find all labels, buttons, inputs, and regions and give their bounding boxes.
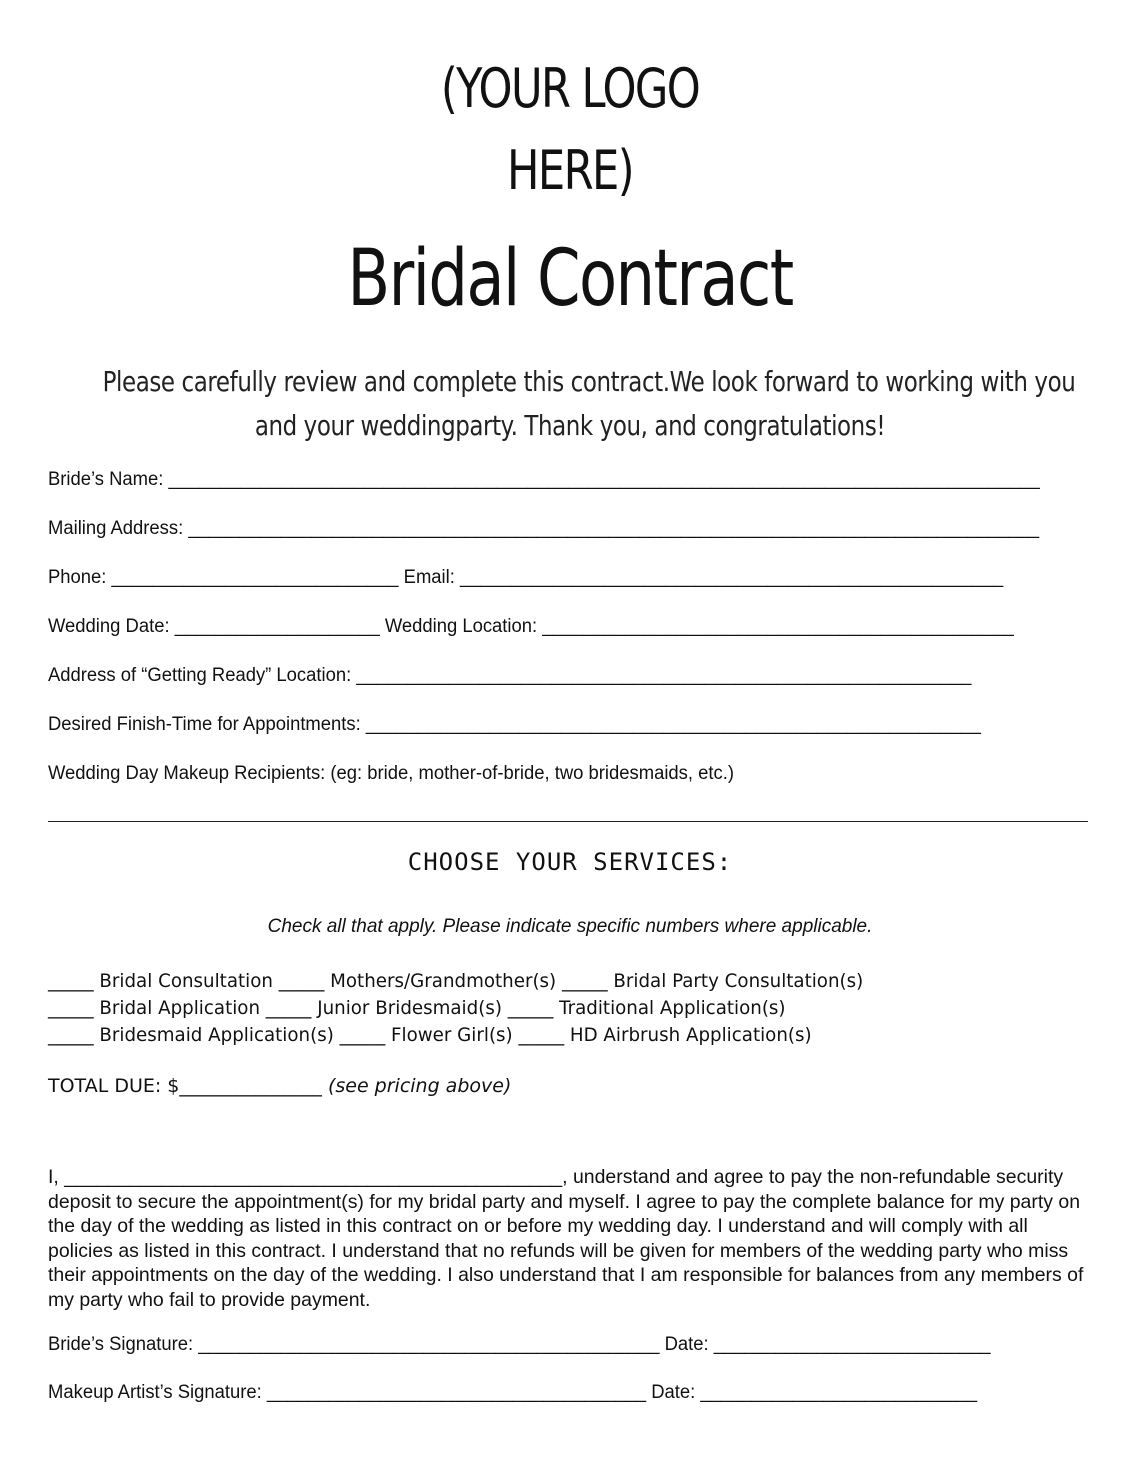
agreement-line[interactable]: I, ______________________________________________, understand and agree to pay the non-refundable security	[48, 1166, 1064, 1188]
services-row-2[interactable]: _____ Bridal Application _____ Junior Bridesmaid(s) _____ Traditional Application(s)	[48, 997, 786, 1019]
recipients-blank-line[interactable]	[48, 821, 1088, 822]
agreement-paragraph	[48, 1165, 1094, 1312]
total-due[interactable]	[48, 1077, 511, 1096]
services-row-1[interactable]: _____ Bridal Consultation _____ Mothers/Grandmother(s) _____ Bridal Party Consultation(s)	[48, 970, 864, 992]
wedding-date-location-field[interactable]: Wedding Date: ____________________ Wedding Location: ______________________________________________	[48, 616, 1014, 637]
services-row-3[interactable]: _____ Bridesmaid Application(s) _____ Flower Girl(s) _____ HD Airbrush Application(s)	[48, 1024, 812, 1046]
agreement-line: deposit to secure the appointment(s) for my bridal party and myself. I agree to pay the complete balance for my party on	[48, 1190, 1081, 1213]
mailing-address-field[interactable]: Mailing Address: ___________________________________________________________________________________	[48, 518, 1040, 539]
total-due-label: TOTAL DUE: $_______________	[48, 1075, 322, 1097]
artist-signature-field[interactable]: Makeup Artist’s Signature: _____________________________________ Date: ___________________________	[48, 1382, 978, 1403]
agreement-line: their appointments on the day of the wedding. I also understand that I am responsible for balances from any members of	[48, 1264, 1084, 1286]
getting-ready-address-field[interactable]: Address of “Getting Ready” Location: ____________________________________________________________	[48, 665, 972, 686]
agreement-line: my party who fail to provide payment.	[48, 1288, 371, 1311]
document-title: Bridal Contract	[347, 234, 793, 324]
agreement-line: the day of the wedding as listed in this contract on or before my wedding day. I understand and will comply with all	[48, 1215, 1028, 1237]
services-note: Check all that apply. Please indicate specific numbers where applicable.	[267, 916, 873, 937]
services-heading: CHOOSE YOUR SERVICES:	[407, 848, 733, 876]
total-due-note: (see pricing above)	[327, 1075, 512, 1097]
finish-time-field[interactable]: Desired Finish-Time for Appointments: ____________________________________________________________	[48, 714, 981, 735]
intro-line1: Please carefully review and complete this contract.We look forward to working with you	[102, 365, 1076, 398]
bride-signature-field[interactable]: Bride’s Signature: _____________________________________________ Date: ___________________________	[48, 1334, 991, 1355]
brides-name-field[interactable]: Bride’s Name: _____________________________________________________________________________________	[48, 469, 1040, 490]
makeup-recipients-label: Wedding Day Makeup Recipients: (eg: bride, mother-of-bride, two bridesmaids, etc.)	[48, 763, 734, 784]
agreement-line: policies as listed in this contract. I understand that no refunds will be given for members of the wedding party who miss	[48, 1239, 1069, 1262]
phone-email-field[interactable]: Phone: ____________________________ Email: _____________________________________________________	[48, 567, 1004, 588]
logo-placeholder-line2: HERE)	[507, 139, 633, 202]
logo-placeholder-line1: (YOUR LOGO	[440, 57, 700, 120]
intro-line2: and your weddingparty. Thank you, and congratulations!	[254, 409, 886, 442]
